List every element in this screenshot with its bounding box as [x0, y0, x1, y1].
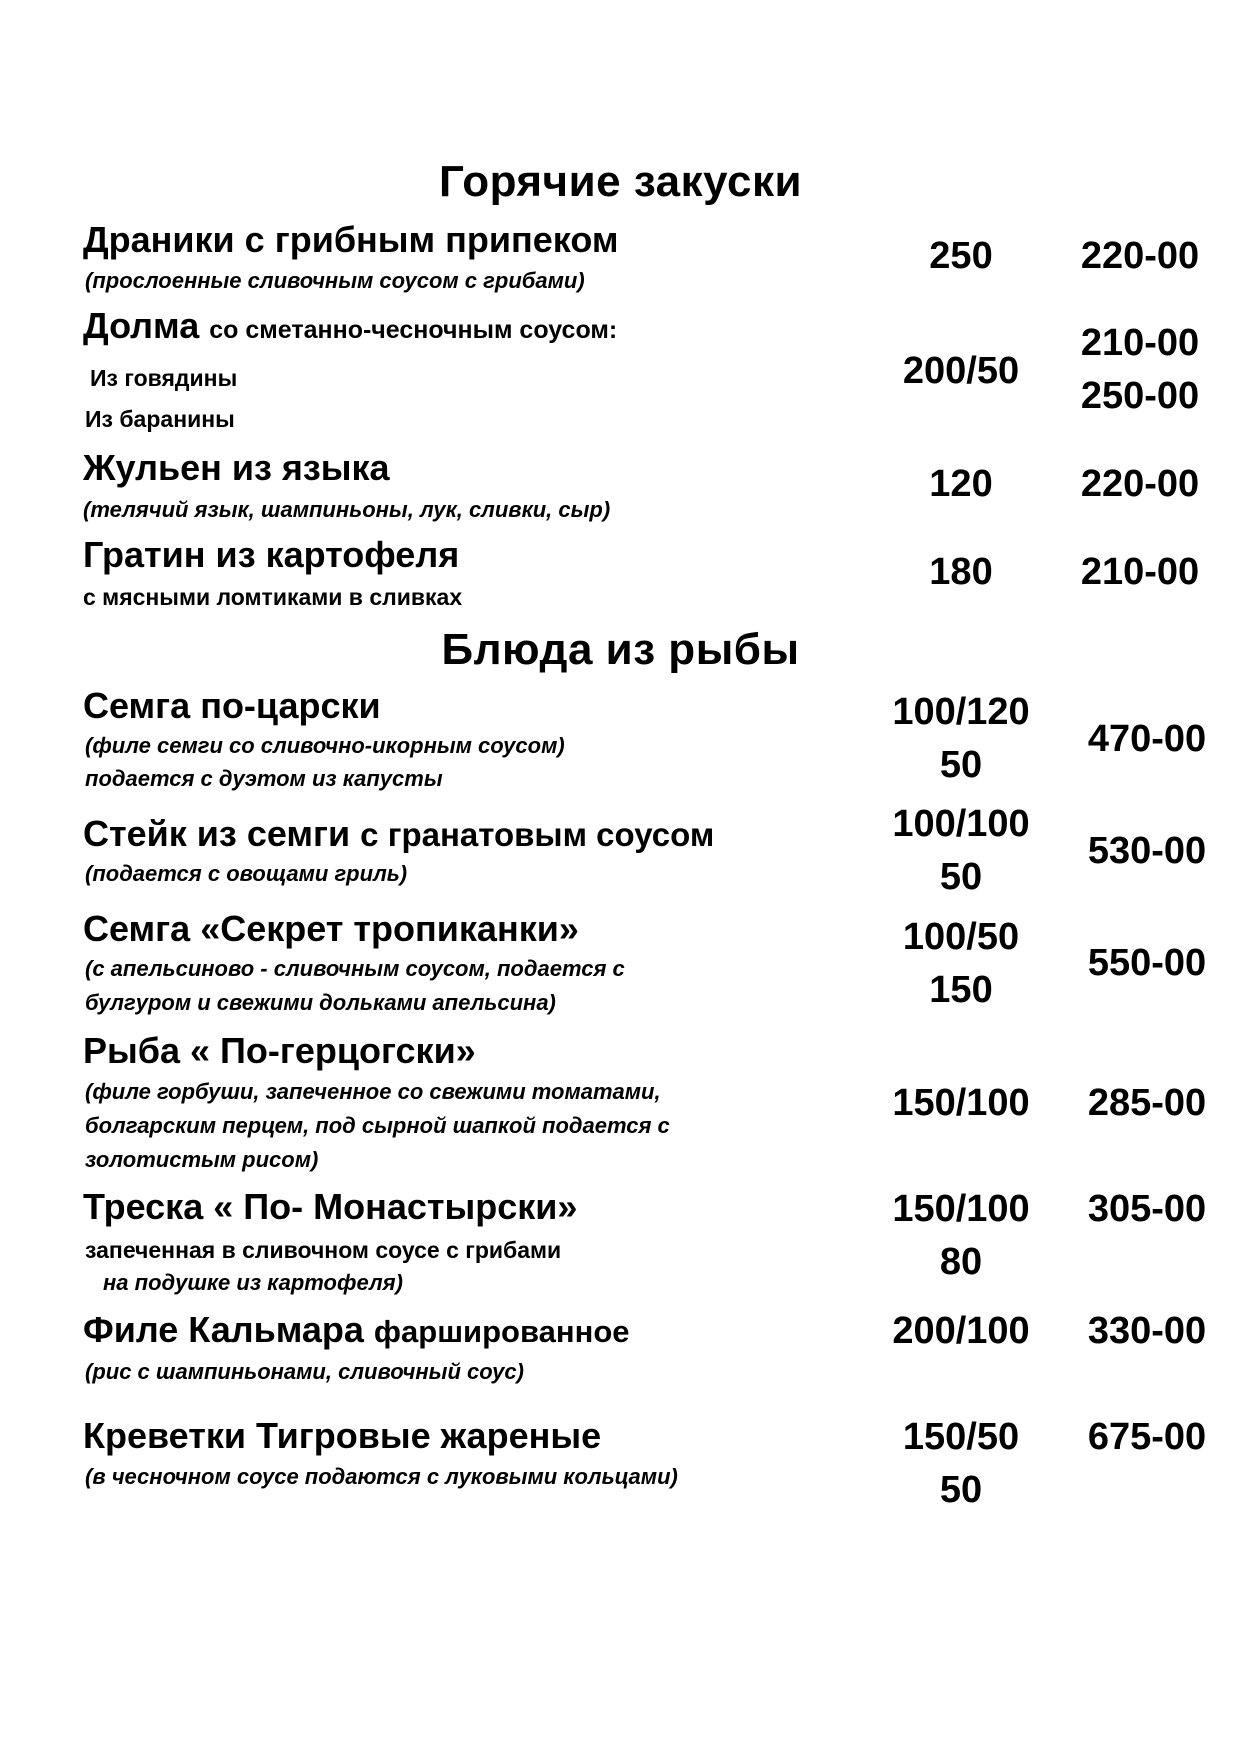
- menu-item-price: 330-00: [1087, 1310, 1207, 1352]
- menu-item-description: на подушке из картофеля): [103, 1270, 403, 1295]
- menu-item-price: 530-00: [1087, 830, 1207, 872]
- menu-item-weight: 200/50: [902, 350, 1020, 392]
- menu-item-price: 550-00: [1087, 942, 1207, 984]
- menu-item-name: Драники с грибным припеком: [83, 219, 619, 260]
- menu-item-name: Треска « По- Монастырски»: [83, 1186, 578, 1227]
- menu-item-description: булгуром и свежими дольками апельсина): [85, 990, 556, 1015]
- menu-item-name: Жульен из языка: [83, 447, 390, 488]
- menu-item-variant-label: Из баранины: [85, 406, 235, 432]
- menu-item-description: (прослоенные сливочным соусом с грибами): [85, 268, 585, 293]
- menu-item-weight: 250: [929, 235, 993, 277]
- menu-item-description: с мясными ломтиками в сливках: [83, 584, 463, 610]
- menu-item-weight: 200/100: [892, 1310, 1030, 1352]
- menu-item-price: 220-00: [1080, 463, 1200, 505]
- menu-item-variant-price: 210-00: [1080, 322, 1200, 364]
- menu-item-price: 675-00: [1087, 1416, 1207, 1458]
- menu-item-weight: 100/100: [892, 803, 1030, 845]
- menu-item-name: Рыба « По-герцогски»: [83, 1030, 476, 1071]
- menu-item-weight: 80: [939, 1241, 983, 1283]
- menu-item-name: Семга «Секрет тропиканки»: [83, 908, 579, 949]
- menu-item-weight: 180: [929, 551, 993, 593]
- menu-item-description: (филе горбуши, запеченное со свежими томатами,: [85, 1079, 661, 1104]
- menu-item-description: запеченная в сливочном соусе с грибами: [85, 1237, 562, 1263]
- menu-item-name: Гратин из картофеля: [83, 534, 460, 575]
- menu-item-weight: 50: [939, 856, 983, 898]
- menu-item-description: золотистым рисом): [85, 1147, 319, 1172]
- menu-item-description: болгарским перцем, под сырной шапкой подается с: [85, 1113, 670, 1138]
- menu-item-weight: 150/50: [902, 1416, 1020, 1458]
- section-title-fish-dishes: Блюда из рыбы: [441, 625, 800, 674]
- menu-item-description: (подается с овощами гриль): [85, 861, 408, 886]
- menu-item-name-row: [83, 305, 618, 346]
- menu-item-weight: 150/100: [892, 1082, 1030, 1124]
- menu-item-name: Долма: [83, 305, 200, 346]
- menu-item-price: 210-00: [1080, 551, 1200, 593]
- menu-item-weight: 120: [929, 463, 993, 505]
- menu-item-name: Филе Кальмара: [83, 1309, 364, 1350]
- menu-item-weight: 100/50: [902, 916, 1020, 958]
- menu-item-description: (рис с шампиньонами, сливочный соус): [85, 1359, 524, 1384]
- menu-item-name: Креветки Тигровые жареные: [83, 1415, 602, 1456]
- menu-item-name-row: [83, 813, 715, 854]
- menu-item-price: 305-00: [1087, 1188, 1207, 1230]
- menu-item-description: (с апельсиново - сливочным соусом, подается с: [85, 956, 625, 981]
- menu-item-description: (телячий язык, шампиньоны, лук, сливки, сыр): [83, 497, 611, 522]
- menu-item-price: 220-00: [1080, 235, 1200, 277]
- menu-item-weight: 100/120: [892, 691, 1030, 733]
- menu-item-description: (филе семги со сливочно-икорным соусом): [85, 733, 565, 758]
- menu-item-variant-label: Из говядины: [90, 365, 238, 391]
- menu-item-weight: 50: [939, 1469, 983, 1511]
- menu-item-description: подается с дуэтом из капусты: [85, 766, 443, 791]
- menu-item-description: (в чесночном соусе подаются с луковыми кольцами): [85, 1464, 678, 1489]
- menu-item-weight: 50: [939, 744, 983, 786]
- menu-item-name-row: [83, 1309, 630, 1350]
- menu-item-name: Стейк из семги: [83, 813, 351, 854]
- menu-item-price: 470-00: [1087, 718, 1207, 760]
- menu-item-weight: 150: [929, 969, 993, 1011]
- section-title-hot-appetizers: Горячие закуски: [438, 157, 803, 206]
- menu-item-name-suffix: фаршированное: [373, 1314, 630, 1349]
- menu-item-price: 285-00: [1087, 1082, 1207, 1124]
- menu-item-variant-price: 250-00: [1080, 375, 1200, 417]
- menu-item-name-suffix: со сметанно-чесночным соусом:: [209, 316, 618, 344]
- menu-item-name: Семга по-царски: [83, 685, 381, 726]
- menu-item-weight: 150/100: [892, 1188, 1030, 1230]
- menu-item-name-suffix: с гранатовым соусом: [360, 816, 715, 853]
